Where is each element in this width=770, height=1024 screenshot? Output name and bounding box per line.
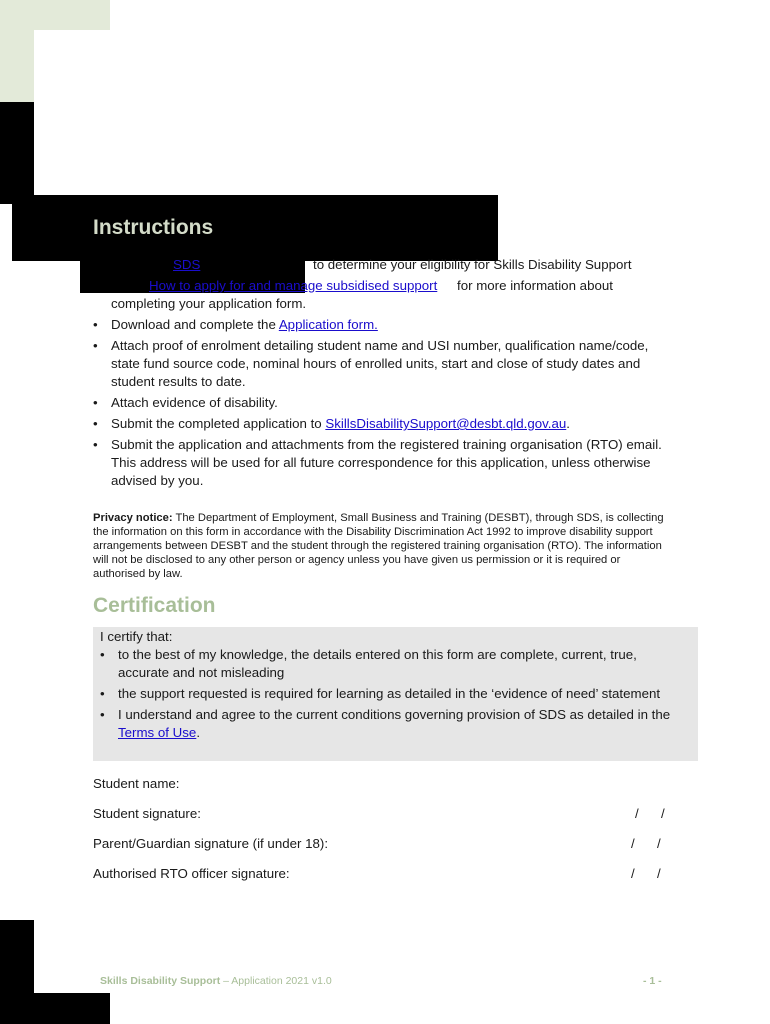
more-info-text: for more information about <box>457 278 613 293</box>
certification-item <box>100 685 680 703</box>
how-to-apply-link[interactable]: How to apply for and manage subsidised support <box>149 278 438 293</box>
instruction-item <box>93 394 673 412</box>
instructions-heading: Instructions <box>93 216 214 239</box>
instruction-item-text: Submit the completed application to <box>111 416 326 431</box>
instructions-list <box>93 316 673 493</box>
rto-signature-label: Authorised RTO officer signature: <box>93 866 290 881</box>
certification-heading: Certification <box>93 594 216 617</box>
privacy-text: The Department of Employment, Small Business and Training (DESBT), through SDS, is collecting the information on this form in accordance with the Disability Discrimination Act 1992 to improve disability support arrangements between DESBT and the student through the registered training organisation (RTO). The information will not be disclosed to any other person or agency unless you have given us permission or it is required or authorised by law. <box>93 512 664 580</box>
certification-list <box>100 646 680 745</box>
rto-date-sep-1: / <box>631 866 635 881</box>
parent-signature-label: Parent/Guardian signature (if under 18): <box>93 836 329 851</box>
sds-link[interactable]: SDS <box>173 257 201 272</box>
bottom-corner-decoration-base <box>0 993 110 1024</box>
corner-decoration-light-strip <box>0 30 34 102</box>
footer-title: Skills Disability Support <box>100 975 221 987</box>
certification-item-link[interactable]: Terms of Use <box>118 725 197 740</box>
instruction-item <box>93 415 673 433</box>
student-date-sep-1: / <box>635 806 639 821</box>
footer <box>100 975 332 987</box>
certification-item <box>100 706 680 742</box>
parent-date-sep-1: / <box>631 836 635 851</box>
header-banner-dark <box>12 195 498 261</box>
instruction-item-link[interactable]: SkillsDisabilitySupport@desbt.qld.gov.au <box>325 416 567 431</box>
parent-date-sep-2: / <box>657 836 661 851</box>
certification-item-text: the support requested is required for learning as detailed in the ‘evidence of need’ statement <box>118 686 661 701</box>
instruction-item-suffix: . <box>566 416 570 431</box>
corner-decoration-light <box>0 0 110 30</box>
instruction-item-text: Submit the application and attachments from the registered training organisation (RTO) email. This address will be used for all future correspondence for this application, unless otherwise advised by you. <box>111 437 662 488</box>
certify-intro: I certify that: <box>100 629 173 644</box>
certification-item-text: to the best of my knowledge, the details entered on this form are complete, current, true, accurate and not misleading <box>118 647 637 680</box>
certification-item-suffix: . <box>196 725 201 740</box>
completing-form-text: completing your application form. <box>111 296 307 311</box>
student-name-label: Student name: <box>93 776 180 791</box>
certification-box <box>93 627 698 761</box>
page-number: - 1 - <box>643 975 662 987</box>
instruction-item-link[interactable]: Application form. <box>278 317 378 332</box>
corner-decoration-dark <box>0 102 34 204</box>
privacy-notice <box>93 511 673 581</box>
instruction-item-text: Download and complete the <box>111 317 279 332</box>
certification-item <box>100 646 680 682</box>
instruction-item <box>93 316 673 334</box>
footer-subtitle: – Application 2021 v1.0 <box>220 975 332 987</box>
instruction-item-partial <box>93 256 673 313</box>
privacy-label: Privacy notice: <box>93 512 173 524</box>
eligibility-text: to determine your eligibility for Skills Disability Support <box>313 257 632 272</box>
rto-date-sep-2: / <box>657 866 661 881</box>
student-signature-label: Student signature: <box>93 806 201 821</box>
certification-item-text: I understand and agree to the current conditions governing provision of SDS as detailed in the <box>118 707 671 722</box>
instruction-item <box>93 436 673 490</box>
instruction-item <box>93 337 673 391</box>
instruction-item-text: Attach proof of enrolment detailing student name and USI number, qualification name/code, state fund source code, nominal hours of enrolled units, start and close of study dates and student results to date. <box>111 338 649 389</box>
student-date-sep-2: / <box>661 806 665 821</box>
instruction-item-text: Attach evidence of disability. <box>111 395 278 410</box>
